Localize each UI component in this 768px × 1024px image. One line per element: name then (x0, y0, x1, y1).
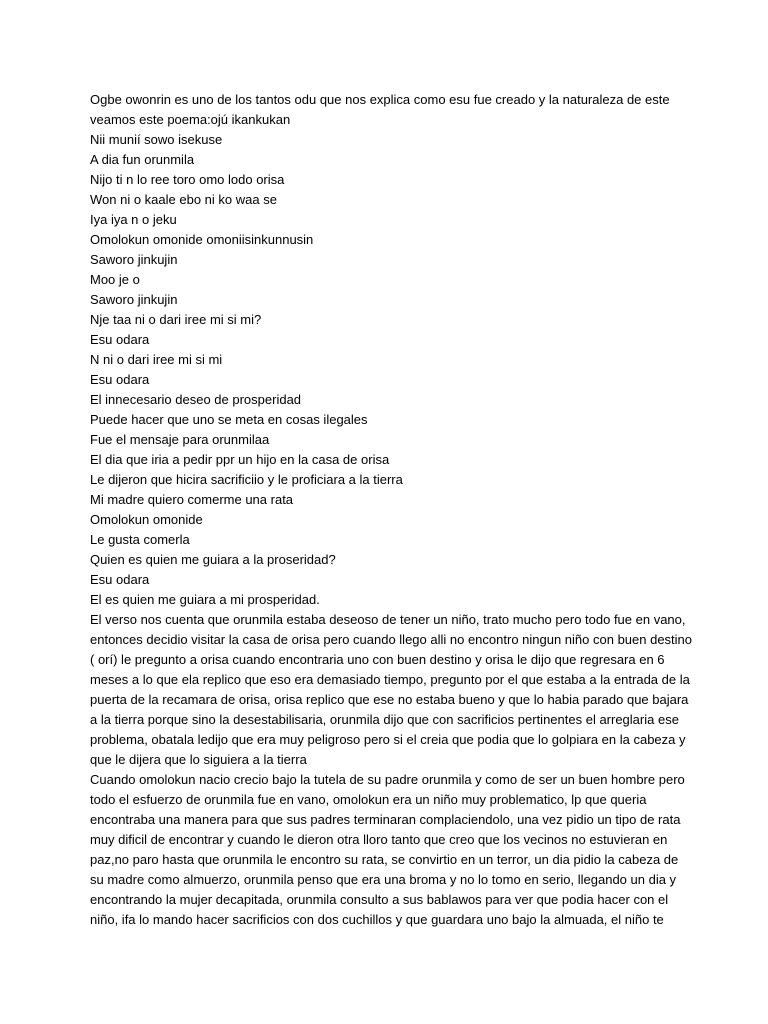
text-line: Le dijeron que hicira sacrificiio y le proficiara a la tierra (90, 472, 403, 487)
paragraph-line: que le dijera que lo siguiera a la tierra (90, 752, 307, 767)
text-line: Omolokun omonide (90, 512, 203, 527)
text-line: Nii munií sowo isekuse (90, 132, 223, 147)
paragraph-1 (90, 610, 693, 770)
paragraph-line: meses a lo que ela replico que eso era demasiado tiempo, pregunto por el que estaba a la entrada de la (90, 672, 690, 687)
text-line: Puede hacer que uno se meta en cosas ilegales (90, 412, 368, 427)
text-line: Saworo jinkujin (90, 292, 178, 307)
text-line: N ni o dari iree mi si mi (90, 352, 223, 367)
document-page (90, 90, 693, 930)
paragraph-line: muy dificil de encontrar y cuando le dieron otra lloro tanto que creo que los vecinos no estuvieran en (90, 832, 668, 847)
text-line: A dia fun orunmila (90, 152, 195, 167)
text-line: Moo je o (90, 272, 140, 287)
text-line: El es quien me guiara a mi prosperidad. (90, 592, 320, 607)
text-line: Esu odara (90, 332, 150, 347)
text-line: Esu odara (90, 372, 150, 387)
paragraph-line: Cuando omolokun nacio crecio bajo la tutela de su padre orunmila y como de ser un buen hombre pero (90, 772, 685, 787)
paragraph-line: a la tierra porque sino la desestabilisaria, orunmila dijo que con sacrificios pertinentes el arreglaria ese (90, 712, 679, 727)
text-line: veamos este poema:ojú ikankukan (90, 112, 291, 127)
poem-block (90, 90, 680, 610)
text-line: El innecesario deseo de prosperidad (90, 392, 302, 407)
text-line: El dia que iria a pedir ppr un hijo en la casa de orisa (90, 452, 390, 467)
text-line: Ogbe owonrin es uno de los tantos odu que nos explica como esu fue creado y la naturaleza de este (90, 92, 670, 107)
paragraph-line: encontraba una manera para que sus padres terminaran complaciendolo, una vez pidio un tipo de rata (90, 812, 681, 827)
paragraph-line: paz,no paro hasta que orunmila le encontro su rata, se convirtio en un terror, un dia pidio la cabeza de (90, 852, 679, 867)
paragraph-line: entonces decidio visitar la casa de orisa pero cuando llego alli no encontro ningun niño con buen destino (90, 632, 693, 647)
paragraph-line: todo el esfuerzo de orunmila fue en vano, omolokun era un niño muy problematico, lp que queria (90, 792, 647, 807)
paragraph-line: problema, obatala ledijo que era muy peligroso pero si el creia que podia que lo golpiara en la cabeza y (90, 732, 686, 747)
paragraph-line: puerta de la recamara de orisa, orisa replico que ese no estaba bueno y que lo habia parado que bajara (90, 692, 689, 707)
paragraph-line: niño, ifa lo mando hacer sacrificios con dos cuchillos y que guardara uno bajo la almuada, el niño te (90, 912, 664, 927)
text-line: Omolokun omonide omoniisinkunnusin (90, 232, 314, 247)
text-line: Le gusta comerla (90, 532, 190, 547)
text-line: Quien es quien me guiara a la proseridad? (90, 552, 336, 567)
paragraph-line: El verso nos cuenta que orunmila estaba deseoso de tener un niño, trato mucho pero todo fue en vano, (90, 612, 686, 627)
text-line: Esu odara (90, 572, 150, 587)
text-line: Iya iya n o jeku (90, 212, 177, 227)
paragraph-line: su madre como almuerzo, orunmila penso que era una broma y no lo tomo en serio, llegando un dia y (90, 872, 677, 887)
paragraph-line: ( orí) le pregunto a orisa cuando encontraria uno con buen destino y orisa le dijo que regresara en 6 (90, 652, 665, 667)
text-line: Won ni o kaale ebo ni ko waa se (90, 192, 277, 207)
text-line: Nijo ti n lo ree toro omo lodo orisa (90, 172, 285, 187)
text-line: Mi madre quiero comerme una rata (90, 492, 294, 507)
text-line: Saworo jinkujin (90, 252, 178, 267)
paragraph-line: encontrando la mujer decapitada, orunmila consulto a sus bablawos para ver que podia hacer con el (90, 892, 669, 907)
text-line: Fue el mensaje para orunmilaa (90, 432, 270, 447)
text-line: Nje taa ni o dari iree mi si mi? (90, 312, 262, 327)
paragraph-2 (90, 770, 685, 930)
